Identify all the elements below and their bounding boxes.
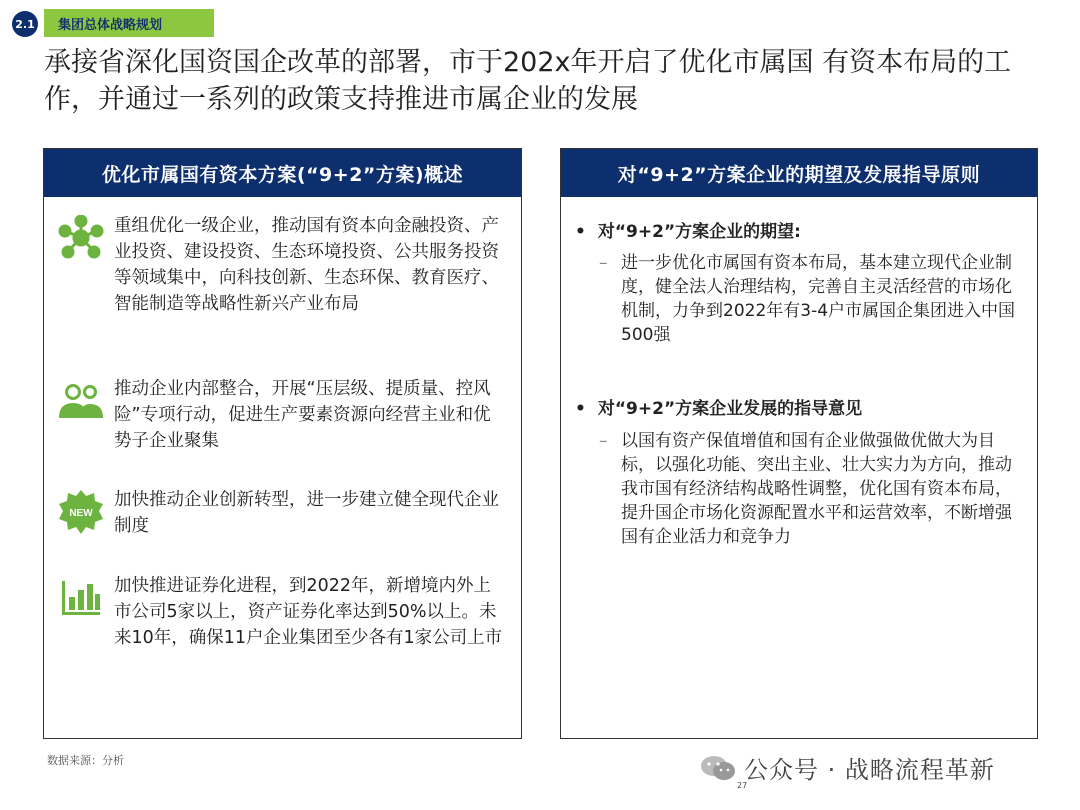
item-text: 重组优化一级企业，推动国有资本向金融投资、产业投资、建设投资、生态环境投资、公共服务投资等领域集中，向科技创新、生态环保、教育医疗、智能制造等战略性新兴产业布局	[114, 216, 499, 314]
list-item	[58, 573, 508, 651]
item-text: 加快推动企业创新转型，进一步建立健全现代企业制度	[114, 490, 499, 536]
watermark	[700, 750, 995, 785]
page-number: 27	[737, 781, 748, 790]
bullet-sub-text: 进一步优化市属国有资本布局，基本建立现代企业制度，健全法人治理结构，完善自主灵活经营的市场化机制，力争到2022年有3-4户市属国企集团进入中国500强	[621, 253, 1016, 345]
bullet-sub-text: 以国有资产保值增值和国有企业做强做优做大为目标，以强化功能、突出主业、壮大实力为方向，推动我市国有经济结构战略性调整，优化国有资本布局，提升国企市场化资源配置水平和运营效率，不断增强国有企业活力和竞争力	[621, 431, 1012, 547]
right-panel	[560, 148, 1038, 739]
list-item	[58, 376, 508, 454]
bullet-heading: • 对“9+2”方案企业发展的指导意见	[575, 394, 862, 419]
bar-chart-icon	[58, 575, 104, 621]
item-text: 推动企业内部整合，开展“压层级、提质量、控风险”专项行动，促进生产要素资源向经营主业和优势子企业聚集	[114, 379, 491, 451]
source-note: 数据来源：分析	[47, 754, 124, 767]
new-badge-icon	[58, 489, 104, 535]
bullet-heading: • 对“9+2”方案企业的期望:	[575, 217, 801, 242]
svg-text:NEW: NEW	[69, 508, 93, 519]
item-text: 加快推进证券化进程，到2022年，新增境内外上市公司5家以上，资产证券化率达到50%以上。未来10年，确保11户企业集团至少各有1家公司上市	[114, 576, 503, 648]
page-title: 承接省深化国资国企改革的部署，市于202x年开启了优化市属国 有资本布局的工作，并通过一系列的政策支持推进市属企业的发展	[44, 47, 1012, 115]
dash-marker: –	[599, 431, 608, 451]
list-item	[58, 213, 508, 317]
list-item	[58, 487, 508, 539]
section-tag: 集团总体战略规划	[44, 9, 214, 37]
left-panel-title: 优化市属国有资本方案(“9+2”方案)概述	[44, 149, 521, 197]
dash-marker: –	[599, 253, 608, 273]
bullet-sub	[599, 251, 1019, 347]
left-panel	[43, 148, 522, 739]
right-panel-title: 对“9+2”方案企业的期望及发展指导原则	[561, 149, 1037, 197]
watermark-text: 公众号 · 战略流程革新	[744, 756, 995, 784]
section-number-badge: 2.1	[12, 11, 38, 37]
network-icon	[58, 215, 104, 261]
bullet-sub	[599, 429, 1019, 549]
wechat-icon	[700, 754, 736, 782]
people-icon	[58, 378, 104, 424]
